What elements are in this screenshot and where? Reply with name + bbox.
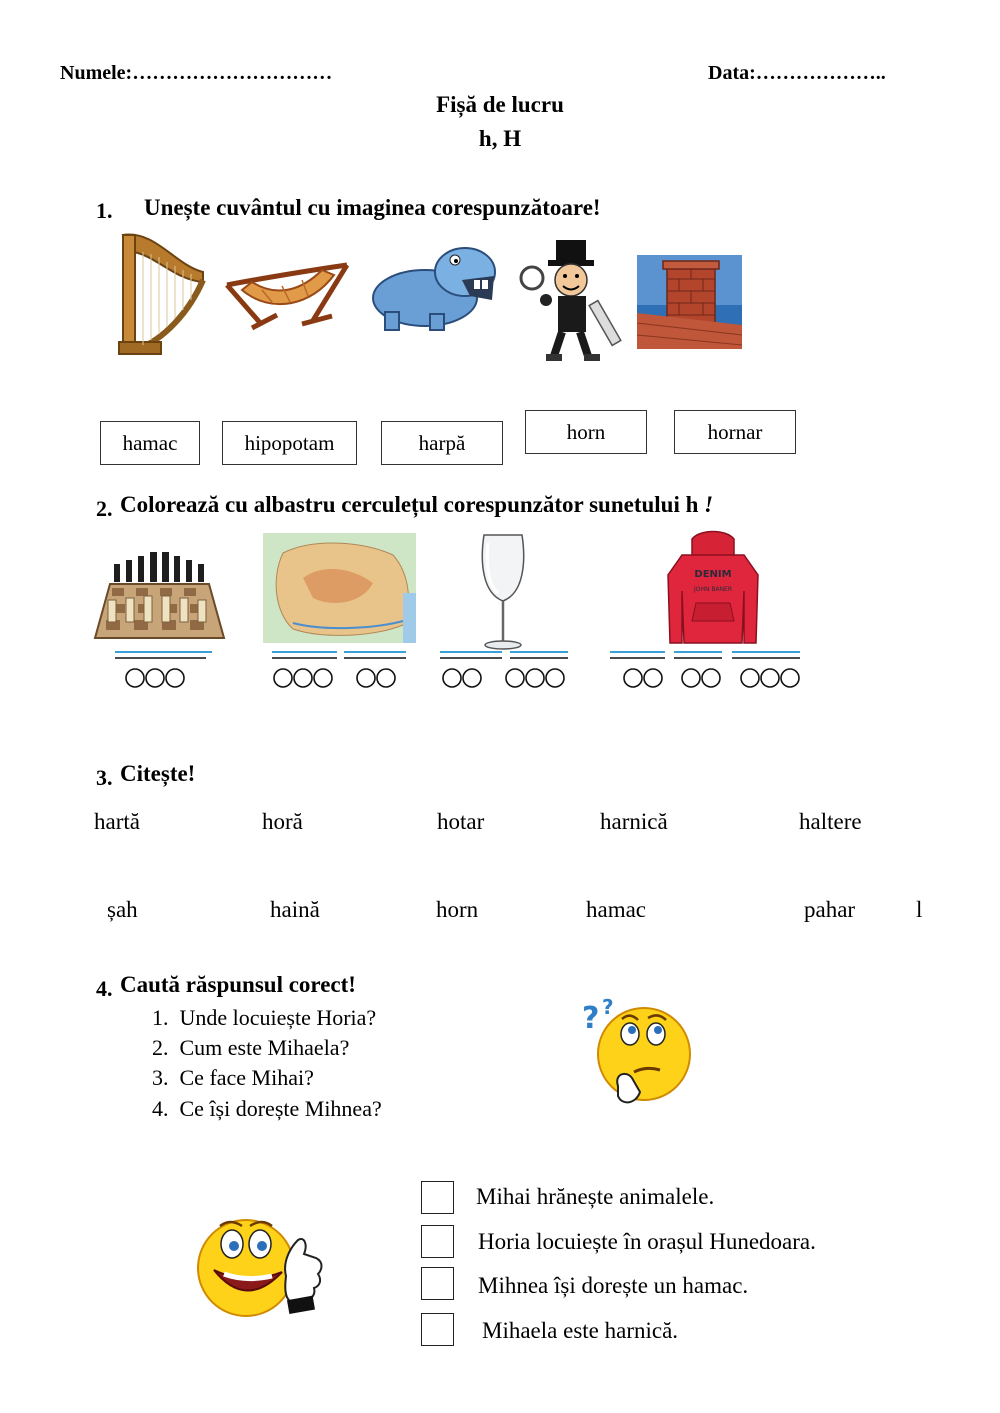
date-field: Data:………………..: [708, 62, 886, 84]
answer-checkbox[interactable]: [421, 1225, 454, 1258]
sound-circle[interactable]: [741, 669, 759, 687]
hippo-image: [370, 240, 500, 332]
read-word: pahar: [804, 897, 856, 922]
sound-circle[interactable]: [146, 669, 164, 687]
question-mark-big: ?: [582, 1001, 600, 1036]
read-word-extra: l: [916, 897, 923, 922]
word-box-harpa[interactable]: harpă: [381, 421, 503, 465]
word-box-hornar[interactable]: hornar: [674, 410, 796, 454]
section3-number: 3.: [96, 765, 113, 790]
answer-text: Horia locuiește în orașul Hunedoara.: [478, 1229, 816, 1254]
question-text: Cum este Mihaela?: [179, 1035, 350, 1060]
answer-checkbox[interactable]: [421, 1267, 454, 1300]
question-text: Ce își dorește Mihnea?: [179, 1096, 382, 1121]
word-box-horn[interactable]: horn: [525, 410, 647, 454]
section2-instruction-text: Colorează cu albastru cerculețul corespunzător sunetului h: [120, 492, 699, 517]
section1-number: 1.: [96, 198, 113, 223]
name-field: Numele:…………………………: [60, 62, 333, 84]
question-number: 1.: [152, 1005, 169, 1030]
read-word: haină: [270, 897, 320, 922]
sound-circle[interactable]: [702, 669, 720, 687]
chess-image: [92, 526, 227, 641]
page-subtitle: h, H: [478, 126, 522, 151]
answer-checkbox[interactable]: [421, 1181, 454, 1214]
sound-circles-row: [0, 640, 1000, 700]
answer-text: Mihnea își dorește un hamac.: [478, 1273, 749, 1298]
answer-checkbox[interactable]: [421, 1313, 454, 1346]
read-word: haltere: [799, 809, 862, 834]
sound-circle[interactable]: [624, 669, 642, 687]
hoodie-print-brand: JOHN BANER: [693, 586, 733, 593]
question-number: 3.: [152, 1065, 169, 1090]
wine-glass-image: [472, 531, 534, 653]
question-item: [152, 1096, 382, 1122]
sound-circle[interactable]: [377, 669, 395, 687]
read-word: horă: [262, 809, 303, 834]
question-item: [152, 1005, 376, 1031]
question-text: Ce face Mihai?: [179, 1065, 314, 1090]
read-word: hartă: [94, 809, 140, 834]
chimney-image: [637, 255, 742, 349]
hammock-image: [222, 250, 352, 335]
question-number: 2.: [152, 1035, 169, 1060]
sound-circle[interactable]: [443, 669, 461, 687]
read-word: horn: [436, 897, 479, 922]
read-word: hotar: [437, 809, 485, 834]
section2-instruction-mark: !: [704, 492, 714, 517]
page-title: Fișă de lucru: [436, 92, 564, 117]
sound-circle[interactable]: [274, 669, 292, 687]
sound-circle[interactable]: [294, 669, 312, 687]
answer-text: Mihaela este harnică.: [482, 1318, 679, 1343]
question-number: 4.: [152, 1096, 169, 1121]
thinking-smiley-icon: [578, 994, 696, 1120]
sound-circle[interactable]: [682, 669, 700, 687]
thumbs-up-smiley-icon: [190, 1206, 330, 1321]
question-text: Unde locuiește Horia?: [179, 1005, 377, 1030]
section3-instruction: Citește!: [120, 761, 196, 786]
map-image: [263, 533, 416, 643]
question-item: [152, 1035, 349, 1061]
sound-circle[interactable]: [314, 669, 332, 687]
sound-circle[interactable]: [506, 669, 524, 687]
sound-circle[interactable]: [761, 669, 779, 687]
read-word: hamac: [586, 897, 647, 922]
section1-instruction: Unește cuvântul cu imaginea corespunzătoare!: [144, 195, 601, 220]
word-box-hipopotam[interactable]: hipopotam: [222, 421, 357, 465]
harp-image: [115, 230, 210, 360]
sound-circle[interactable]: [526, 669, 544, 687]
section2-instruction: [120, 492, 713, 518]
sound-circle[interactable]: [357, 669, 375, 687]
sound-circle[interactable]: [781, 669, 799, 687]
sound-circle[interactable]: [644, 669, 662, 687]
sound-circle[interactable]: [546, 669, 564, 687]
hoodie-print-denim: DENIM: [694, 569, 732, 580]
read-word: șah: [107, 897, 138, 922]
read-word: harnică: [600, 809, 668, 834]
question-mark-small: ?: [602, 995, 614, 1019]
sound-circle[interactable]: [463, 669, 481, 687]
sound-circle[interactable]: [166, 669, 184, 687]
chimney-sweep-image: [518, 238, 630, 366]
sound-circle[interactable]: [126, 669, 144, 687]
section2-number: 2.: [96, 496, 113, 521]
question-item: [152, 1065, 314, 1091]
answer-text: Mihai hrănește animalele.: [476, 1184, 715, 1209]
section4-instruction: Caută răspunsul corect!: [120, 972, 356, 997]
section4-number: 4.: [96, 976, 113, 1001]
hoodie-image: [660, 531, 765, 649]
word-box-hamac[interactable]: hamac: [100, 421, 200, 465]
